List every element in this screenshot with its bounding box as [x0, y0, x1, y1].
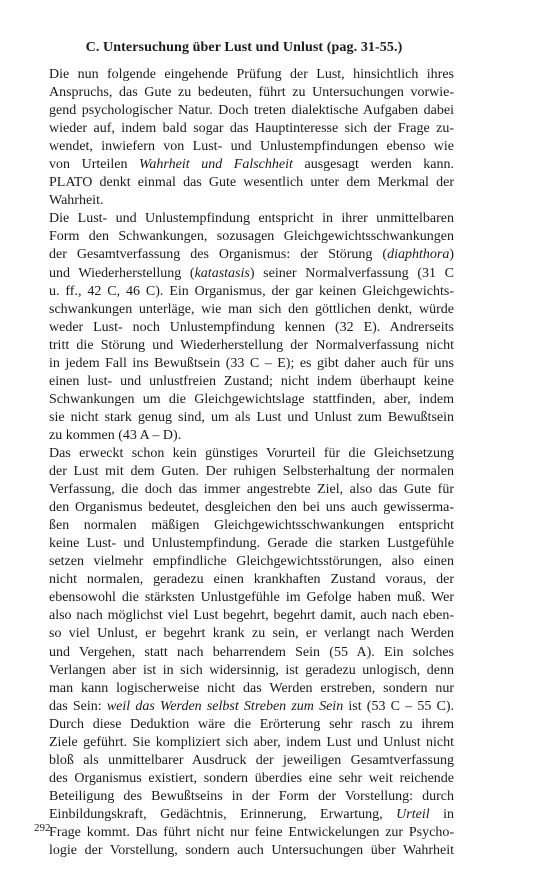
text-line: wieder auf, indem bald sogar das Hauptinteresse sich der Frage zu- — [49, 121, 454, 137]
text-line: zu kommen (43 A – D). — [49, 427, 182, 443]
text-line: und Vergehen, statt nach beharrendem Sein (55 A). Ein solches — [49, 644, 454, 660]
text-line: Das erweckt schon kein günstiges Vorurteil für die Gleichsetzung — [49, 445, 454, 461]
text-line: Durch diese Deduktion wäre die Erörterung sehr rasch zu ihrem — [49, 716, 454, 732]
paragraph-2 — [34, 210, 454, 445]
text-line: Anspruchs, das Gute zu bedeuten, führt zu Untersuchungen vorwie- — [49, 85, 454, 101]
text-line: schwankungen unterläge, wie man sich den göttlichen denkt, würde — [49, 301, 454, 317]
text-line: sie nicht stark genug sind, um als Lust und Unlust zum Bewußtsein — [49, 409, 454, 425]
text-line: keine Lust- und Unlustempfindung. Gerade die starken Lustgefühle — [49, 536, 454, 552]
text-line: Wahrheit. — [49, 193, 104, 209]
text-line: setzen vielmehr empfindliche Gleichgewichtsstörungen, also einen — [49, 554, 454, 570]
text-line: des Organismus existiert, sondern überdies eine sehr weit reichende — [49, 770, 454, 786]
text-line: tritt die Störung und Wiederherstellung der Normalverfassung nicht — [49, 337, 454, 353]
text-line: der Gesamtverfassung des Organismus: der Störung (diaphthora) — [49, 247, 454, 263]
text-line: Form den Schwankungen, sozusagen Gleichgewichtsschwankungen — [49, 229, 454, 245]
text-line: und Wiederherstellung (katastasis) seiner Normalverfassung (31 C — [49, 265, 454, 281]
body-text — [34, 66, 454, 860]
text-line: logie der Vorstellung, sondern auch Untersuchungen über Wahrheit — [49, 843, 454, 859]
text-line: in jedem Fall ins Bewußtsein (33 C – E); es gibt daher auch für uns — [49, 355, 454, 371]
text-line: den Organismus bedeutet, desgleichen den bei uns auch gewisserma- — [49, 500, 454, 516]
paragraph-3 — [34, 445, 454, 716]
page-number: 292 — [34, 822, 51, 834]
text-line: von Urteilen Wahrheit und Falschheit ausgesagt werden kann. — [49, 157, 454, 173]
text-line: Verfassung, die doch das immer angestrebte Ziel, also das Gute für — [49, 482, 454, 498]
text-line: einen lust- und unlustfreien Zustand; nicht indem überhaupt keine — [49, 373, 454, 389]
text-line: also nach möglichst viel Lust begehrt, begehrt damit, auch nach eben- — [49, 608, 454, 624]
text-line: Frage kommt. Das führt nicht nur feine Entwickelungen zur Psycho- — [49, 824, 454, 840]
text-line: u. ff., 42 C, 46 C). Ein Organismus, der gar keinen Gleichgewichts- — [49, 283, 454, 299]
text-line: Verlangen aber ist in sich widersinnig, ist geradezu unlogisch, denn — [49, 662, 454, 678]
text-line: das Sein: weil das Werden selbst Streben zum Sein ist (53 C – 55 C). — [49, 698, 455, 714]
text-line: ebensowohl die stärksten Unlustgefühle im Gefolge haben muß. Wer — [49, 590, 454, 606]
text-line: Schwankungen um die Gleichgewichtslage stattfinden, aber, indem — [49, 391, 454, 407]
text-line: Ziele geführt. Sie kompliziert sich aber, indem Lust und Unlust nicht — [49, 734, 454, 750]
text-line: ßen normalen mäßigen Gleichgewichtsschwankungen entspricht — [49, 518, 454, 534]
paragraph-1 — [34, 66, 454, 210]
text-line: wendet, inwiefern von Lust- und Unlustempfindungen ebenso wie — [49, 139, 454, 155]
text-line: Die Lust- und Unlustempfindung entspricht in ihrer unmittelbaren — [49, 211, 454, 227]
text-line: gend psychologischer Natur. Doch treten dialektische Aufgaben dabei — [49, 103, 454, 119]
section-heading: C. Untersuchung über Lust und Unlust (pag. 31-55.) — [85, 40, 403, 55]
text-line: man kann logischerweise nicht das Werden erstreben, sondern nur — [49, 680, 454, 696]
text-line: bloß als unmittelbarer Ausdruck der jeweiligen Gesamtverfassung — [49, 752, 454, 768]
text-line: Einbildungskraft, Gedächtnis, Erinnerung, Erwartung, Urteil in — [49, 806, 454, 822]
text-line: nicht normalen, geradezu einen krankhaften Zustand voraus, der — [49, 572, 454, 588]
text-line: PLATO denkt einmal das Gute wesentlich unter dem Merkmal der — [49, 175, 454, 191]
text-line: Beteiligung des Bewußtseins in der Form der Vorstellung: durch — [49, 788, 454, 804]
paragraph-4 — [34, 716, 454, 860]
text-line: Die nun folgende eingehende Prüfung der Lust, hinsichtlich ihres — [49, 67, 454, 82]
text-line: weder Lust- noch Unlustempfindung kennen (32 E). Andrerseits — [49, 319, 454, 335]
text-line: so viel Unlust, er begehrt krank zu sein, er verlangt nach Werden — [49, 626, 454, 642]
text-line: der Lust mit dem Guten. Der ruhigen Selbsterhaltung der normalen — [49, 464, 454, 480]
